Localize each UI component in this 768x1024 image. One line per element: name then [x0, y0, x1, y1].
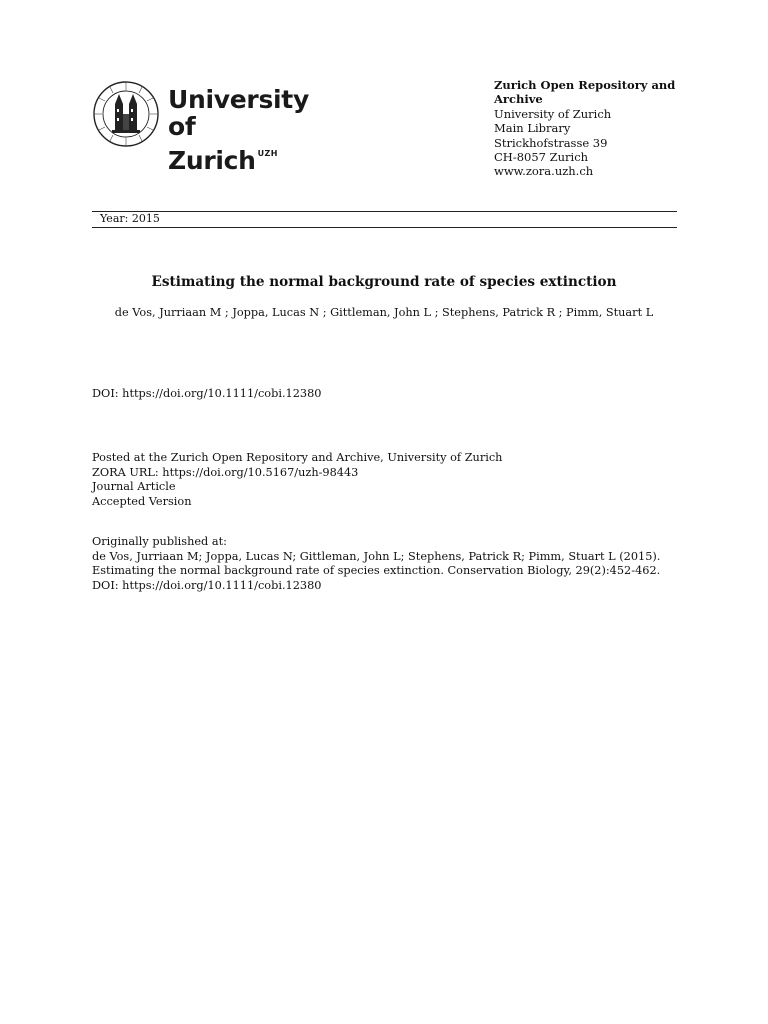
university-seal-icon: [92, 80, 160, 148]
original-publication: [92, 535, 660, 594]
university-name: [168, 86, 332, 174]
address-line-2: Archive: [494, 92, 543, 107]
address-website-link[interactable]: www.zora.uzh.ch: [494, 164, 594, 179]
university-name-line2: Zurich $^{UZH}$: [168, 146, 278, 175]
address-line-6: CH-8057 Zurich: [494, 150, 589, 165]
address-line-5: Strickhofstrasse 39: [494, 135, 608, 150]
repository-address: [494, 78, 694, 179]
address-line-1: Zurich Open Repository and: [494, 78, 676, 92]
original-citation-line-2: Estimating the normal background rate of species extinction. Conservation Biology, 29(2):452-462.: [92, 564, 661, 578]
original-citation-line-1: de Vos, Jurriaan M; Joppa, Lucas N; Gittleman, John L; Stephens, Patrick R; Pimm, Stuart L (2015).: [92, 549, 661, 563]
original-doi-link[interactable]: DOI: https://doi.org/10.1111/cobi.12380: [92, 579, 322, 593]
posting-info: [92, 451, 502, 510]
university-logo[interactable]: [92, 80, 332, 175]
uzh-superscript: UZH: [257, 149, 278, 158]
bottom-divider: [92, 227, 677, 228]
address-line-3: University of Zurich: [494, 106, 612, 121]
posting-line-1: Posted at the Zurich Open Repository and Archive, University of Zurich: [92, 451, 503, 464]
posting-version: Accepted Version: [92, 495, 192, 509]
address-line-4: Main Library: [494, 121, 571, 136]
original-heading: Originally published at:: [92, 535, 227, 548]
zora-url-link[interactable]: ZORA URL: https://doi.org/10.5167/uzh-98443: [92, 465, 359, 479]
article-authors: de Vos, Jurriaan M ; Joppa, Lucas N ; Gittleman, John L ; Stephens, Patrick R ; Pimm, Stuart L: [114, 306, 654, 319]
top-divider: [92, 211, 677, 212]
year-label: Year: 2015: [100, 212, 160, 225]
posting-type: Journal Article: [92, 480, 176, 494]
article-title: Estimating the normal background rate of species extinction: [151, 274, 617, 290]
university-name-line1: University of: [168, 85, 309, 141]
doi-line[interactable]: DOI: https://doi.org/10.1111/cobi.12380: [92, 387, 322, 400]
